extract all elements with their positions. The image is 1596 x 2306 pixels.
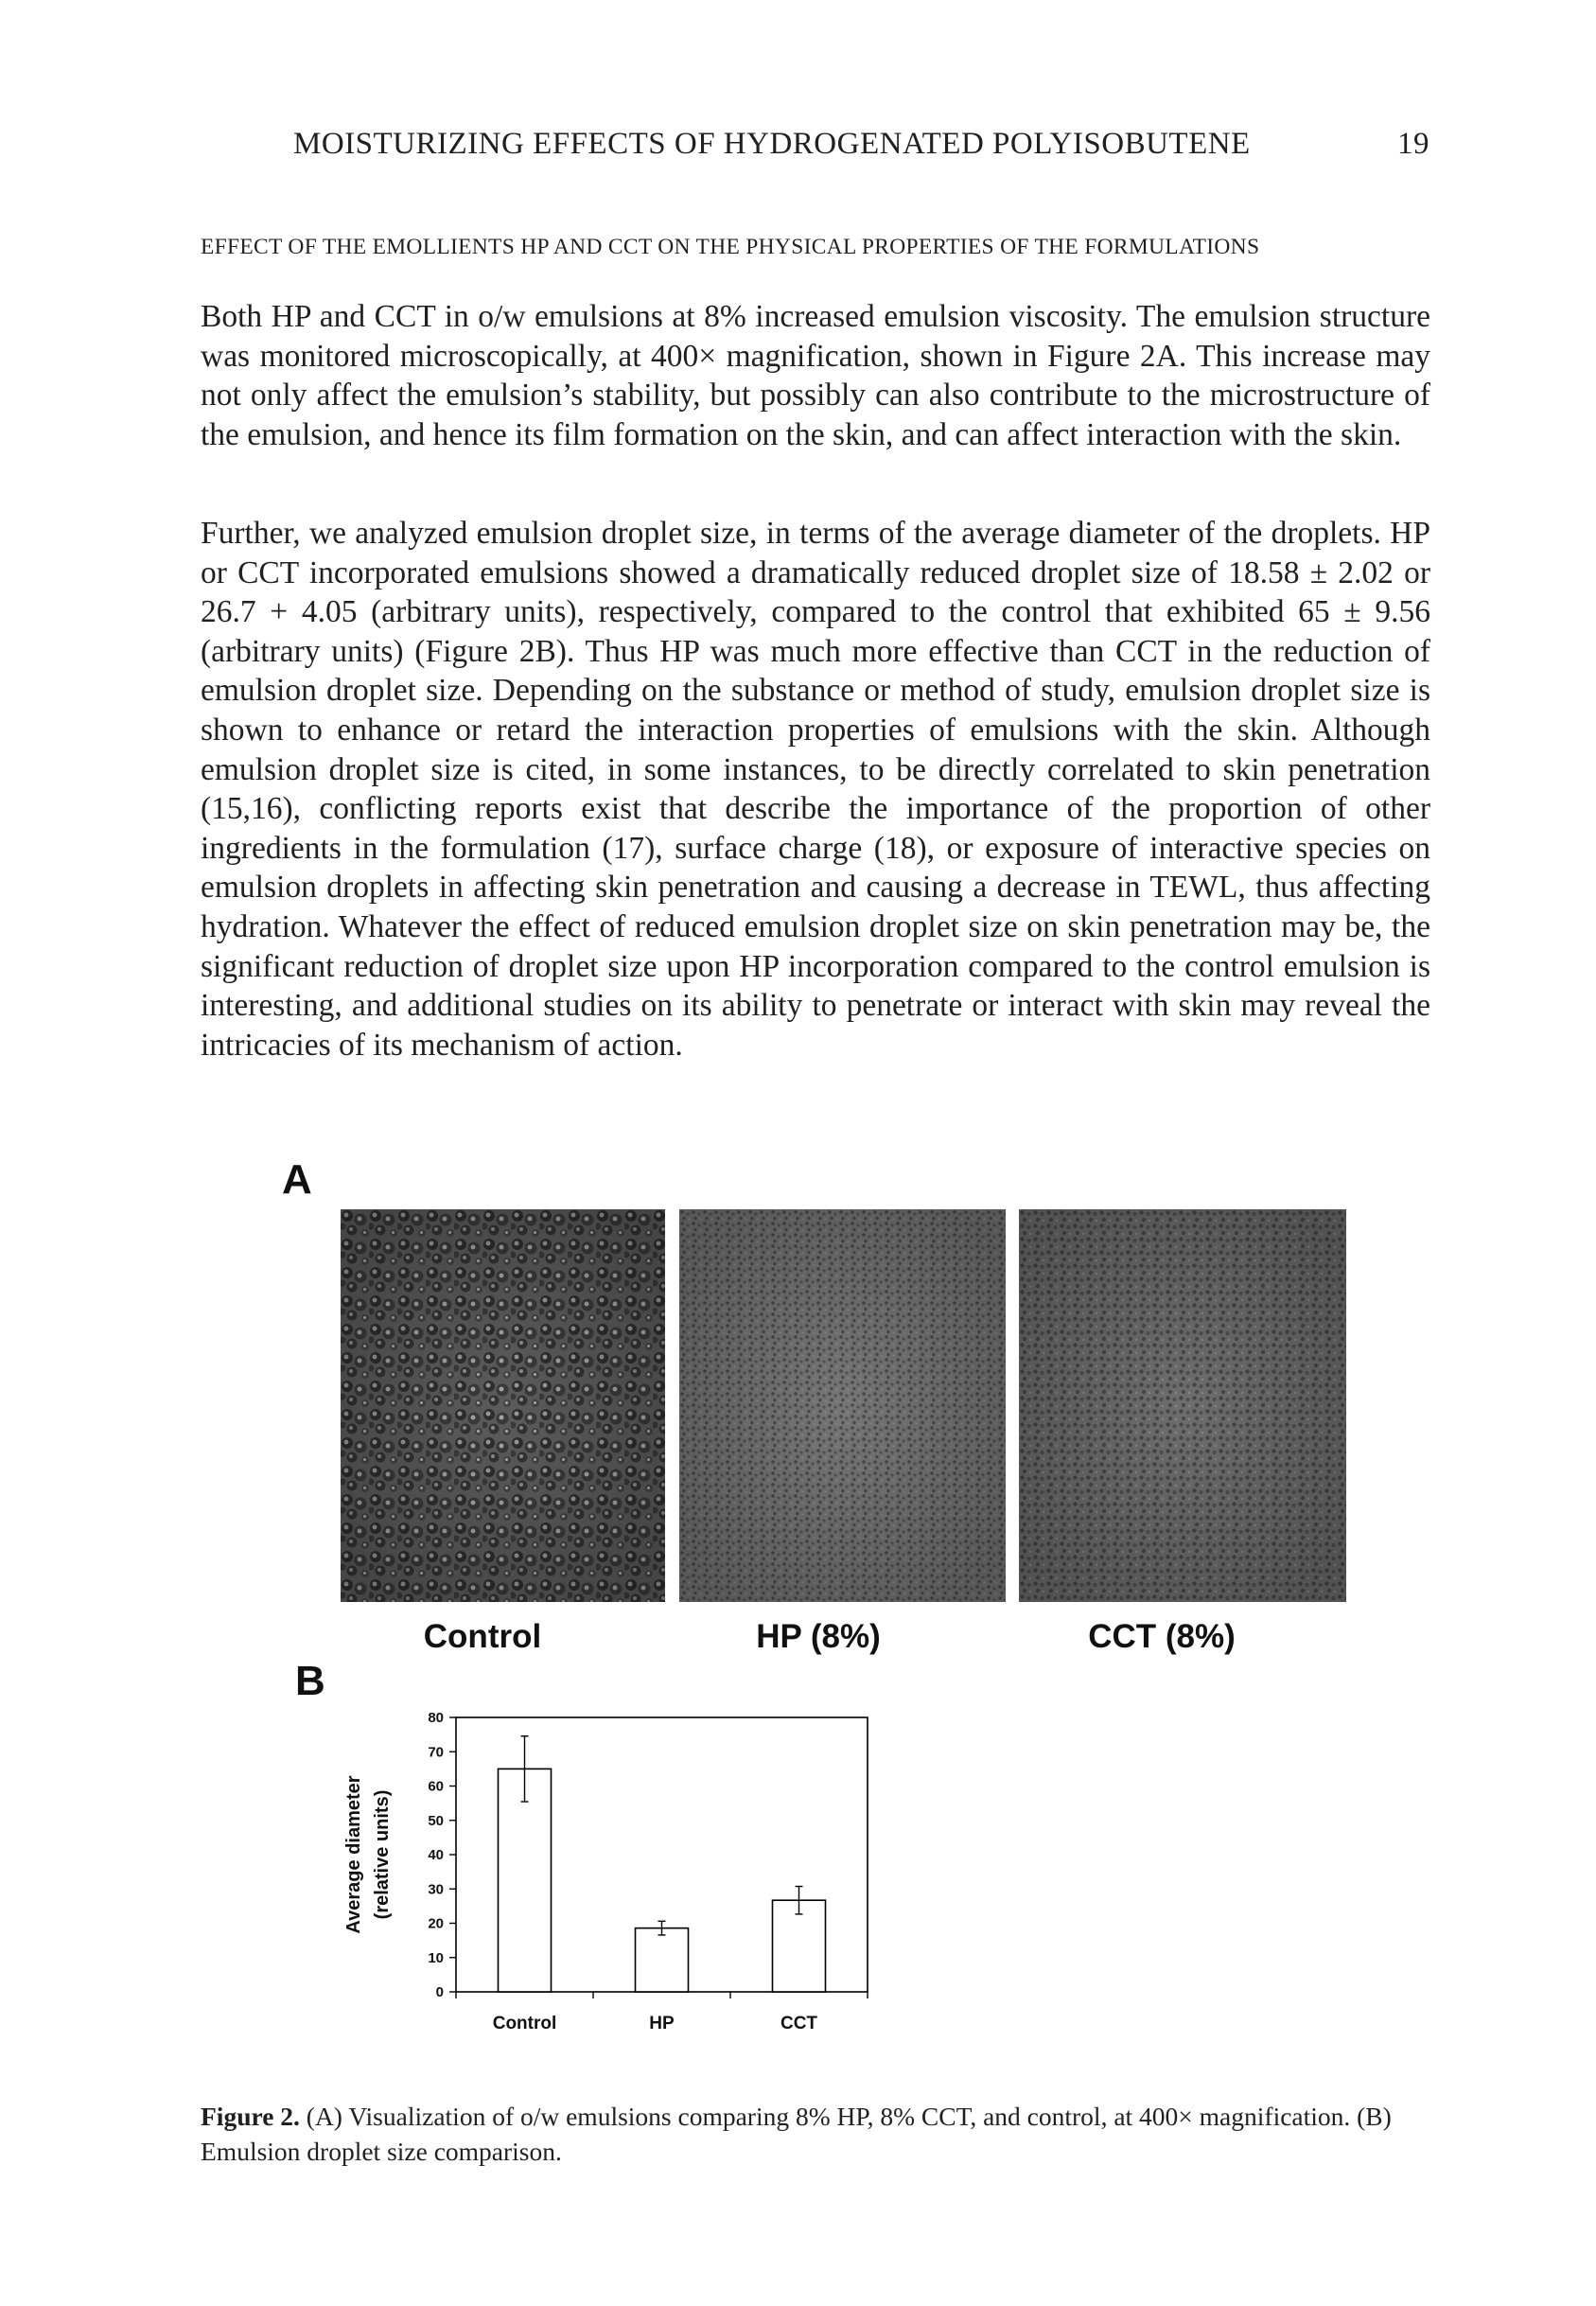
section-heading: EFFECT OF THE EMOLLIENTS HP AND CCT ON THE PHYSICAL PROPERTIES OF THE FORMULATIONS bbox=[201, 235, 1260, 259]
y-axis-label-line: Average diameter bbox=[343, 1775, 364, 1934]
bars bbox=[499, 1769, 826, 1992]
y-tick-label: 40 bbox=[428, 1847, 444, 1863]
y-axis-label bbox=[343, 1775, 393, 1933]
y-tick-label: 50 bbox=[428, 1812, 444, 1829]
y-tick-label: 10 bbox=[428, 1949, 444, 1966]
running-head bbox=[293, 127, 1429, 174]
error-bars bbox=[521, 1736, 803, 1935]
panel-a-label: A bbox=[282, 1156, 312, 1203]
figure-caption-label: Figure 2. bbox=[201, 2102, 300, 2131]
y-tick-label: 0 bbox=[435, 1984, 444, 2000]
y-tick-label: 60 bbox=[428, 1778, 444, 1795]
panel-b-label: B bbox=[295, 1658, 325, 1704]
y-tick-label: 30 bbox=[428, 1881, 444, 1898]
page-number: 19 bbox=[1397, 127, 1429, 161]
x-tick-label: Control bbox=[492, 2014, 557, 2033]
bar-hp bbox=[636, 1928, 689, 1992]
micrograph-caption-hp: HP (8%) bbox=[756, 1618, 881, 1655]
paragraph: Both HP and CCT in o/w emulsions at 8% increased emulsion viscosity. The emulsion structure was monitored microscopically, at 400× magnification, shown in Figure 2A. This increase may not only affect the emulsion’s stability, but possibly can also contribute to the microstructure of the emulsion, and hence its film formation on the skin, and can affect interaction with the skin. bbox=[201, 299, 1430, 452]
x-axis-ticks bbox=[456, 1992, 868, 2033]
y-tick-label: 80 bbox=[428, 1710, 444, 1726]
paragraph: Further, we analyzed emulsion droplet size, in terms of the average diameter of the droplets. HP or CCT incorporated emulsions showed a dramatically reduced droplet size of 18.58 ± 2.02 or 26.7 + 4.05 (arbitrary units), respectively, compared to the control that exhibited 65 ± 9.56 (arbitrary units) (Figure 2B). Thus HP was much more effective than CCT in the reduction of emulsion droplet size. Depending on the substance or method of study, emulsion droplet size is shown to enhance or retard the interaction properties of emulsions with the skin. Although emulsion droplet size is cited, in some instances, to be directly correlated to skin penetration (15,16), conflicting reports exist that describe the importance of the proportion of other ingredients in the formulation (17), surface charge (18), or exposure of interactive species on emulsion droplets in affecting skin penetration and causing a decrease in TEWL, thus affecting hydration. Whatever the effect of reduced emulsion droplet size on skin penetration may be, the significant reduction of droplet size upon HP incorporation compared to the control emulsion is interesting, and additional studies on its ability to penetrate or interact with skin may reveal the intricacies of its mechanism of action. bbox=[201, 516, 1430, 1063]
x-tick-label: CCT bbox=[780, 2014, 818, 2033]
micrograph-caption-cct: CCT (8%) bbox=[1088, 1618, 1236, 1655]
bar-chart-droplet-size bbox=[331, 1703, 899, 2044]
micrograph-control bbox=[341, 1209, 665, 1602]
micrograph-cct bbox=[1019, 1209, 1346, 1602]
figure-caption bbox=[201, 2099, 1430, 2169]
y-axis-label-line: (relative units) bbox=[372, 1789, 393, 1920]
y-tick-label: 70 bbox=[428, 1744, 444, 1761]
y-tick-label: 20 bbox=[428, 1915, 444, 1932]
figure-caption-text: (A) Visualization of o/w emulsions comparing 8% HP, 8% CCT, and control, at 400× magnification. (B) Emulsion droplet size comparison. bbox=[201, 2102, 1392, 2166]
micrograph-caption-control: Control bbox=[423, 1618, 542, 1655]
micrograph-hp bbox=[679, 1209, 1006, 1602]
running-head-title: MOISTURIZING EFFECTS OF HYDROGENATED POLYISOBUTENE bbox=[293, 127, 1251, 161]
x-tick-label: HP bbox=[649, 2014, 675, 2033]
y-axis-ticks bbox=[428, 1710, 456, 2000]
